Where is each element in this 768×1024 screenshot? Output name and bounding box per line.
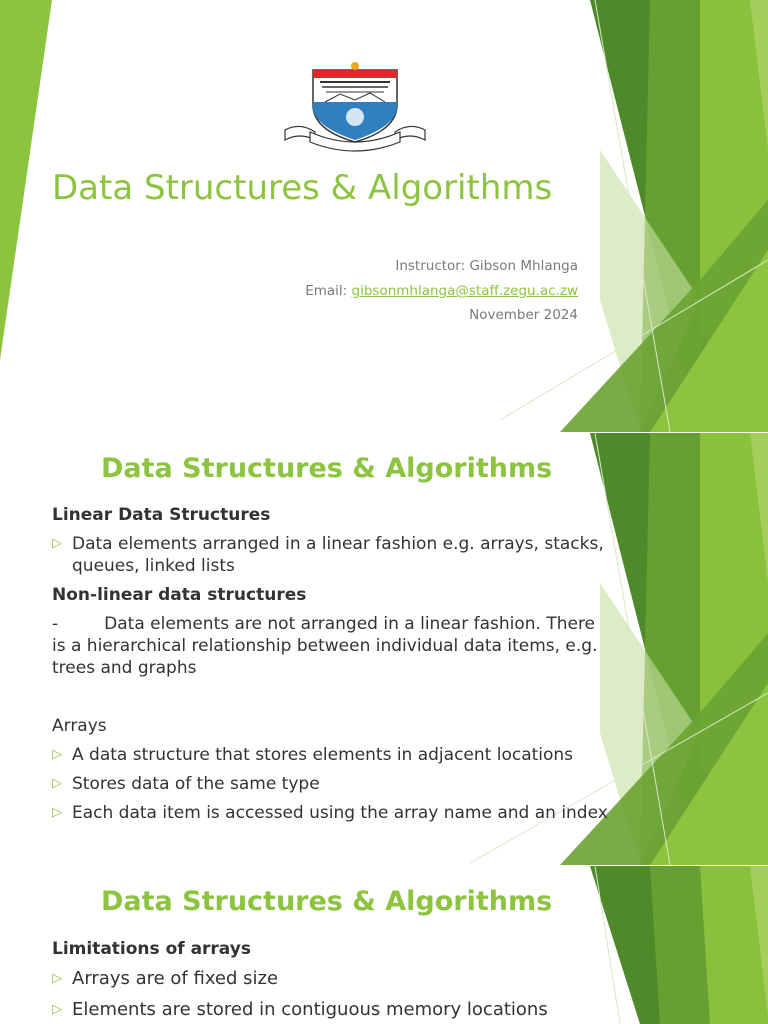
triangle-bullet-icon: ▷ (52, 1002, 62, 1017)
triangle-bullet-icon: ▷ (52, 536, 62, 551)
date-line: November 2024 (469, 307, 578, 323)
list-item (52, 773, 612, 795)
slide-body (52, 504, 612, 824)
list-item (52, 744, 612, 766)
email-link[interactable]: gibsonmhlanga@staff.zegu.ac.zw (351, 283, 578, 299)
bullet-text: Each data item is accessed using the array name and an index (72, 803, 608, 823)
nonlinear-heading: Non-linear data structures (52, 585, 307, 605)
list-item (52, 533, 612, 577)
triangle-bullet-icon: ▷ (52, 805, 62, 820)
university-logo (280, 60, 430, 155)
slide-title: Data Structures & Algorithms (101, 886, 553, 917)
list-item (52, 968, 612, 990)
bullet-text: Arrays are of fixed size (72, 968, 279, 989)
title-slide (0, 0, 768, 432)
nonlinear-description (52, 613, 612, 679)
dash-marker: - (52, 614, 59, 634)
slide-body (52, 938, 612, 1021)
bullet-text: Data elements arranged in a linear fashion e.g. arrays, stacks, queues, linked lists (72, 534, 604, 576)
triangle-bullet-icon: ▷ (52, 776, 62, 791)
slide-title: Data Structures & Algorithms (101, 453, 553, 484)
arrays-heading: Arrays (52, 716, 107, 736)
email-label: Email: (305, 283, 352, 299)
linear-heading: Linear Data Structures (52, 505, 271, 525)
instructor-line: Instructor: Gibson Mhlanga (395, 258, 578, 274)
triangle-bullet-icon: ▷ (52, 971, 62, 986)
triangle-bullet-icon: ▷ (52, 747, 62, 762)
email-line (305, 283, 578, 299)
nonlinear-text: Data elements are not arranged in a linear fashion. There is a hierarchical relationship between individual data items, e.g. trees and graphs (52, 614, 598, 678)
content-slide-2 (0, 866, 768, 1024)
limitations-heading: Limitations of arrays (52, 939, 251, 959)
presentation-title: Data Structures & Algorithms (52, 168, 553, 208)
bullet-text: Elements are stored in contiguous memory locations (72, 999, 548, 1020)
list-item (52, 999, 612, 1021)
bullet-text: A data structure that stores elements in adjacent locations (72, 745, 574, 765)
list-item (52, 802, 612, 824)
bullet-text: Stores data of the same type (72, 774, 320, 794)
content-slide-1 (0, 433, 768, 865)
